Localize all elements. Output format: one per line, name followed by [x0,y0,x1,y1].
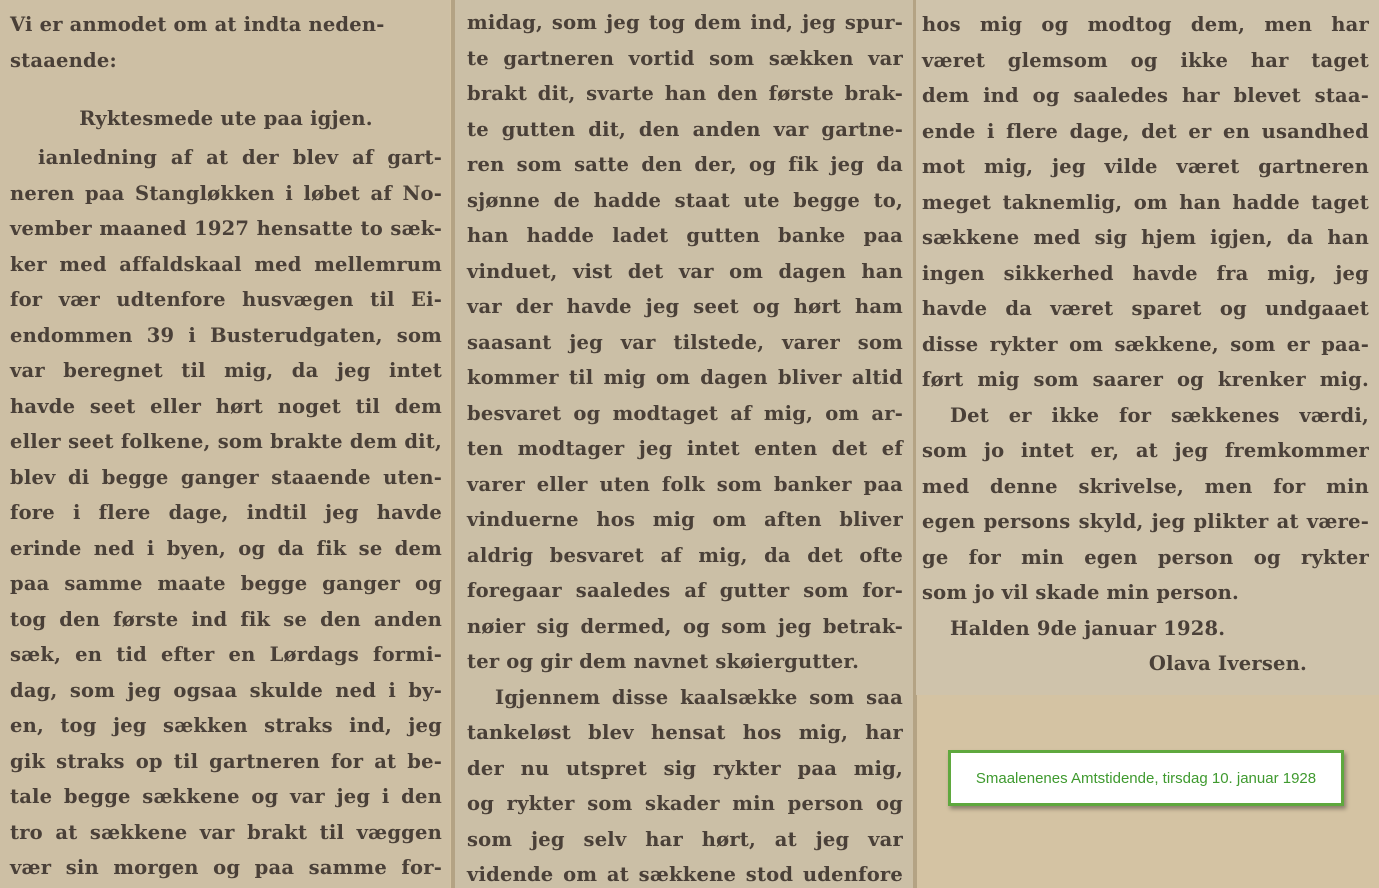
newspaper-column-1 [0,0,450,888]
text-line: for vær udtenfore husvægen til Ei- [10,288,442,311]
text-line: aldrig besvaret af mig, da det ofte [467,543,903,567]
text-line: mot mig, jeg vilde været gartneren [922,155,1369,178]
text-line: tro at sækkene var brakt til væggen [10,820,442,844]
text-line: staaende: [10,48,117,72]
text-line: ten modtager jeg intet enten det ef [467,437,903,460]
text-line: vember maaned 1927 hensatte to sæk- [10,217,442,240]
text-line: meget taknemlig, om han hadde taget [922,190,1369,214]
text-line: der nu utspret sig rykter paa mig, [467,756,903,780]
text-line: været glemsom og ikke har taget [922,48,1369,72]
text-line: varer eller uten folk som banker paa [467,472,903,496]
text-line: en, tog jeg sækken straks ind, jeg [10,714,442,737]
text-line: med denne skrivelse, men for min [922,474,1369,498]
text-line: ført mig som saarer og krenker mig. [922,368,1369,391]
text-line: dag, som jeg ogsaa skulde ned i by- [10,678,442,702]
text-line: ge for min egen person og rykter [922,545,1369,569]
caption-text: Smaalenenes Amtstidende, tirsdag 10. januar 1928 [975,769,1317,787]
text-line: vinduerne hos mig om aften bliver [467,508,903,531]
text-line: ter og gir dem navnet skøiergutter. [467,650,860,673]
text-line: havde da været sparet og undgaaet [922,297,1369,320]
text-line: som jo vil skade min person. [922,581,1240,604]
text-line: besvaret og modtaget af mig, om ar- [467,401,903,425]
newspaper-column-2 [455,0,913,888]
text-line: som jo intet er, at jeg fremkommer [922,439,1369,462]
newspaper-column-3 [916,0,1379,695]
text-line: neren paa Stangløkken i løbet af No- [10,181,442,205]
article-title: Ryktesmede ute paa igjen. [79,107,373,130]
text-line: nøier sig dermed, og som jeg betrak- [467,614,903,638]
text-line: te gartneren vortid som sækken var [467,46,903,70]
text-line: midag, som jeg tog dem ind, jeg spur- [467,11,903,34]
text-line: sjønne de hadde staat ute begge to, [467,188,903,212]
text-line: erinde ned i byen, og da fik se dem [10,536,442,560]
text-line: ker med affaldskaal med mellemrum [10,252,442,276]
text-line: og rykter som skader min person og [467,792,903,815]
text-line: kommer til mig om dagen bliver altid [467,366,903,389]
text-line: sæk, en tid efter en Lørdags formi- [10,643,442,666]
text-line: ren som satte den der, og fik jeg da [467,153,903,176]
text-line: gik straks op til gartneren for at be- [10,749,442,773]
text-line: vidende om at sækkene stod udenfore [467,863,903,886]
dateline: Halden 9de januar 1928. [950,616,1226,640]
text-line: eller seet folkene, som brakte dem dit, [10,430,442,453]
text-line: disse rykter om sækkene, som er paa- [922,332,1369,356]
text-line: var beregnet til mig, da jeg intet [10,359,442,382]
signature: Olava Iversen. [1148,652,1307,675]
text-line: ianledning af at der blev af gart- [38,146,442,169]
text-line: blev di begge ganger staaende uten- [10,465,442,489]
text-line: var der havde jeg seet og hørt ham [467,295,903,318]
source-caption [948,750,1344,806]
text-line: Det er ikke for sækkenes værdi, [950,403,1369,427]
text-line: sækkene med sig hjem igjen, da han [922,226,1369,249]
text-line: han hadde ladet gutten banke paa [467,224,903,247]
text-line: paa samme maate begge ganger og [10,572,442,595]
text-line: brakt dit, svarte han den første brak- [467,82,903,105]
text-line: havde seet eller hørt noget til dem [10,394,442,418]
text-line: endommen 39 i Busterudgaten, som [10,323,442,347]
spacer [10,78,442,98]
text-line: Vi er anmodet om at indta neden- [10,13,385,36]
text-line: saasant jeg var tilstede, varer som [467,330,903,354]
text-line: ende i flere dage, det er en usandhed [922,119,1369,143]
text-line: vinduet, vist det var om dagen han [467,259,903,283]
text-line: tankeløst blev hensat hos mig, har [467,721,903,744]
text-line: egen persons skyld, jeg plikter at være- [922,510,1369,533]
text-line: te gutten dit, den anden var gartne- [467,117,903,141]
text-line: som jeg selv har hørt, at jeg var [467,827,903,851]
text-line: Igjennem disse kaalsække som saa [495,685,903,709]
text-line: tale begge sækkene og var jeg i den [10,785,442,808]
text-line: fore i flere dage, indtil jeg havde [10,501,442,524]
text-line: vær sin morgen og paa samme for- [10,856,442,879]
text-line: tog den første ind fik se den anden [10,607,442,631]
text-line: hos mig og modtog dem, men har [922,13,1369,36]
text-line: foregaar saaledes af gutter som for- [467,579,903,602]
text-line: dem ind og saaledes har blevet staa- [922,84,1369,107]
text-line: ingen sikkerhed havde fra mig, jeg [922,261,1369,285]
